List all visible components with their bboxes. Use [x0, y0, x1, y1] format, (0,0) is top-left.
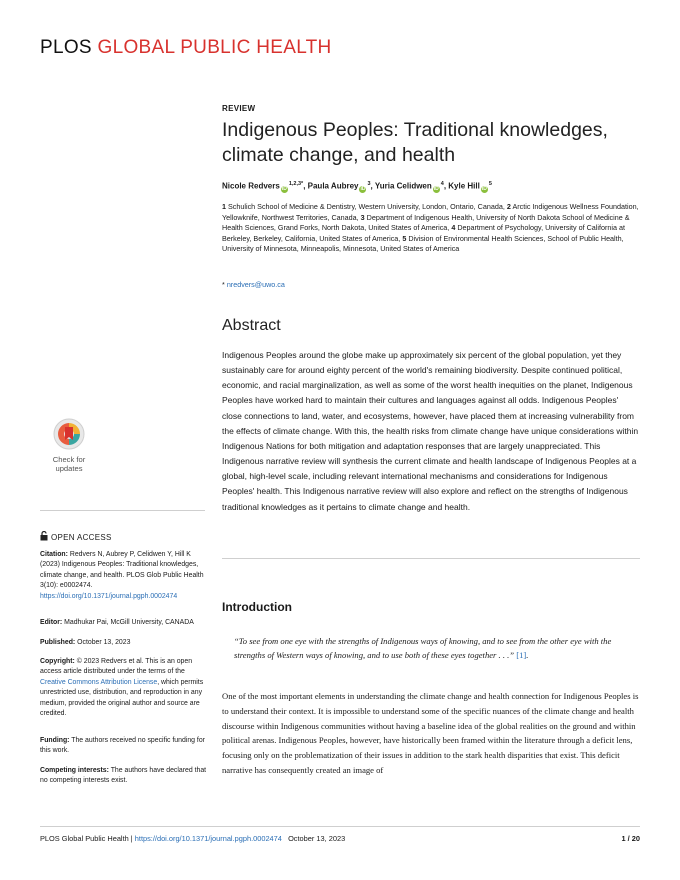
introduction-paragraph: One of the most important elements in understanding the climate change and health connection for Indigenous Peoples is to understand their context. It is impossible to understand some of the specific nuances of the climate change and health discourse within Indigenous communities without having a baseline idea of the global realities on the ground and within political arenas. Indigenous Peoples, however, have historically been framed within the literature through a deficit lens, focusing only on the problematization of their issues in addition to the stark health disparities that exist. This deficit narrative has consequently created an image of	[222, 691, 639, 775]
journal-title	[40, 37, 332, 59]
article-type: REVIEW	[222, 104, 256, 113]
author-affiliation-sup: 4	[440, 181, 444, 187]
orcid-icon[interactable]: iD	[281, 185, 287, 192]
author-name[interactable]: Yuria Celidwen	[374, 181, 432, 191]
footer-journal: PLOS Global Public Health |	[40, 834, 133, 843]
abstract-divider	[222, 558, 640, 559]
check-updates-label-1: Check for	[52, 455, 86, 464]
competing-interests-block	[40, 766, 210, 787]
introduction-heading: Introduction	[222, 600, 292, 614]
author-name[interactable]: Paula Aubrey	[307, 181, 359, 191]
affiliation-number: 4	[451, 223, 456, 233]
email-link[interactable]: nredvers@uwo.ca	[226, 280, 285, 289]
editor-text: Madhukar Pai, McGill University, CANADA	[64, 619, 194, 626]
page-footer	[40, 834, 345, 843]
abstract-heading: Abstract	[222, 317, 281, 334]
quote-text: “To see from one eye with the strengths of Indigenous ways of knowing, and to see from the other eye with the strengths of Western ways of knowing, and to use both of these eyes together . . .”	[234, 636, 612, 660]
author-name[interactable]: Nicole Redvers	[222, 181, 280, 191]
corresponding-email	[222, 280, 285, 289]
sidebar-divider	[40, 510, 205, 511]
article-title: Indigenous Peoples: Traditional knowledges, climate change, and health	[222, 119, 608, 166]
check-for-updates-button[interactable]	[38, 418, 100, 478]
affiliation-text: Division of Environmental Health Sciences, School of Public Health, University of Minnesota, Minneapolis, Minnesota, United States of America	[222, 233, 624, 254]
affiliation-number: 2	[506, 202, 511, 211]
epigraph-quote	[234, 634, 640, 662]
author-affiliation-sup: 3	[367, 181, 371, 187]
funding-block	[40, 736, 210, 757]
footer-doi-link[interactable]: https://doi.org/10.1371/journal.pgph.0002474	[134, 834, 282, 843]
competing-text: The authors have declared that no competing interests exist.	[40, 767, 207, 785]
footer-date: October 13, 2023	[288, 834, 346, 843]
license-link[interactable]: Creative Commons Attribution License	[40, 678, 158, 686]
affiliation-number: 1	[222, 202, 226, 211]
copyright-text-end: , which permits unrestricted use, distribution, and reproduction in any medium, provided the original author and source are credited.	[40, 678, 204, 718]
open-access-label: OPEN ACCESS	[51, 533, 112, 542]
open-access-badge	[40, 531, 112, 542]
published-block	[40, 638, 210, 648]
affiliation-number: 3	[360, 212, 365, 222]
orcid-icon[interactable]: iD	[481, 185, 487, 192]
citation-label: Citation:	[40, 551, 68, 558]
published-label: Published:	[40, 639, 76, 646]
editor-block	[40, 618, 210, 628]
journal-prefix: PLOS	[40, 37, 92, 58]
funding-label: Funding:	[40, 737, 70, 744]
citation-doi-link[interactable]: https://doi.org/10.1371/journal.pgph.0002474	[40, 592, 178, 600]
published-date: October 13, 2023	[77, 639, 131, 646]
affiliation-text: Arctic Indigenous Wellness Foundation, Yellowknife, Northwest Territories, Canada,	[222, 202, 639, 222]
author-affiliation-sup: 1,2,3	[288, 181, 302, 187]
check-updates-label-2: updates	[55, 464, 83, 473]
orcid-icon[interactable]: iD	[360, 185, 366, 192]
footer-divider	[40, 826, 640, 827]
copyright-label: Copyright:	[40, 658, 75, 665]
affiliation-number: 5	[402, 233, 407, 243]
citation-text: Redvers N, Aubrey P, Celidwen Y, Hill K (2023) Indigenous Peoples: Traditional knowledges, climate change, and health. PLOS Glob Public Health 3(10): e0002474.	[40, 551, 204, 590]
page-number: 1 / 20	[621, 834, 640, 843]
corresponding-asterisk: *	[222, 280, 225, 289]
author-name[interactable]: Kyle Hill	[448, 181, 480, 191]
copyright-block	[40, 657, 210, 719]
abstract-text: Indigenous Peoples around the globe make up approximately six percent of the global population, yet they sustainably care for around eighty percent of the world's remaining biodiversity. Despite continued political, economic, and racial marginalization, as well as some of the worst health inequities on the planet, Indigenous Peoples have worked hard to maintain their cultures and languages against all odds. Indigenous Peoples' close connections to land, water, and ecosystems, however, have placed them at increasing vulnerability from the effects of climate change. With this, the health risks from climate change have unique considerations within Indigenous Nations for both mitigation and adaptation responses that are largely unappreciated. This Indigenous narrative review will synthesis the current climate and health landscape of Indigenous Peoples at a global, high-level scale, including relevant international mechanisms and considerations for Indigenous Peoples' health. This Indigenous narrative review will also explore and reflect on the strengths of Indigenous traditional knowledges as it pertains to climate change and health.	[222, 350, 639, 512]
author-list: Nicole Redvers $iD^{1,2,3*}$, Paula Aubrey $iD^3$, Yuria Celidwen $iD^4$, Kyle Hill $iD^5$	[222, 181, 492, 192]
journal-name: GLOBAL PUBLIC HEALTH	[97, 37, 332, 58]
citation-block	[40, 550, 210, 602]
funding-text: The authors received no specific funding for this work.	[40, 737, 205, 755]
open-lock-icon	[40, 531, 48, 541]
affiliations	[222, 202, 642, 255]
author-affiliation-sup: 5	[488, 181, 492, 187]
affiliation-text: Department of Psychology, University of California at Berkeley, Berkeley, California, United States of America,	[222, 223, 625, 243]
editor-label: Editor:	[40, 619, 63, 626]
copyright-text: © 2023 Redvers et al. This is an open access article distributed under the terms of the	[40, 658, 193, 676]
quote-end: .	[526, 650, 529, 660]
competing-label: Competing interests:	[40, 767, 109, 774]
orcid-icon[interactable]: iD	[433, 185, 439, 192]
check-updates-icon	[53, 418, 85, 450]
reference-link[interactable]: [1]	[516, 650, 527, 660]
corresponding-mark: *	[301, 181, 304, 187]
affiliation-text: Schulich School of Medicine & Dentistry, Western University, London, Ontario, Canada,	[228, 202, 505, 211]
affiliation-text: Department of Indigenous Health, University of North Dakota School of Medicine & Health Sciences, Grand Forks, North Dakota, United States of America,	[222, 212, 630, 233]
